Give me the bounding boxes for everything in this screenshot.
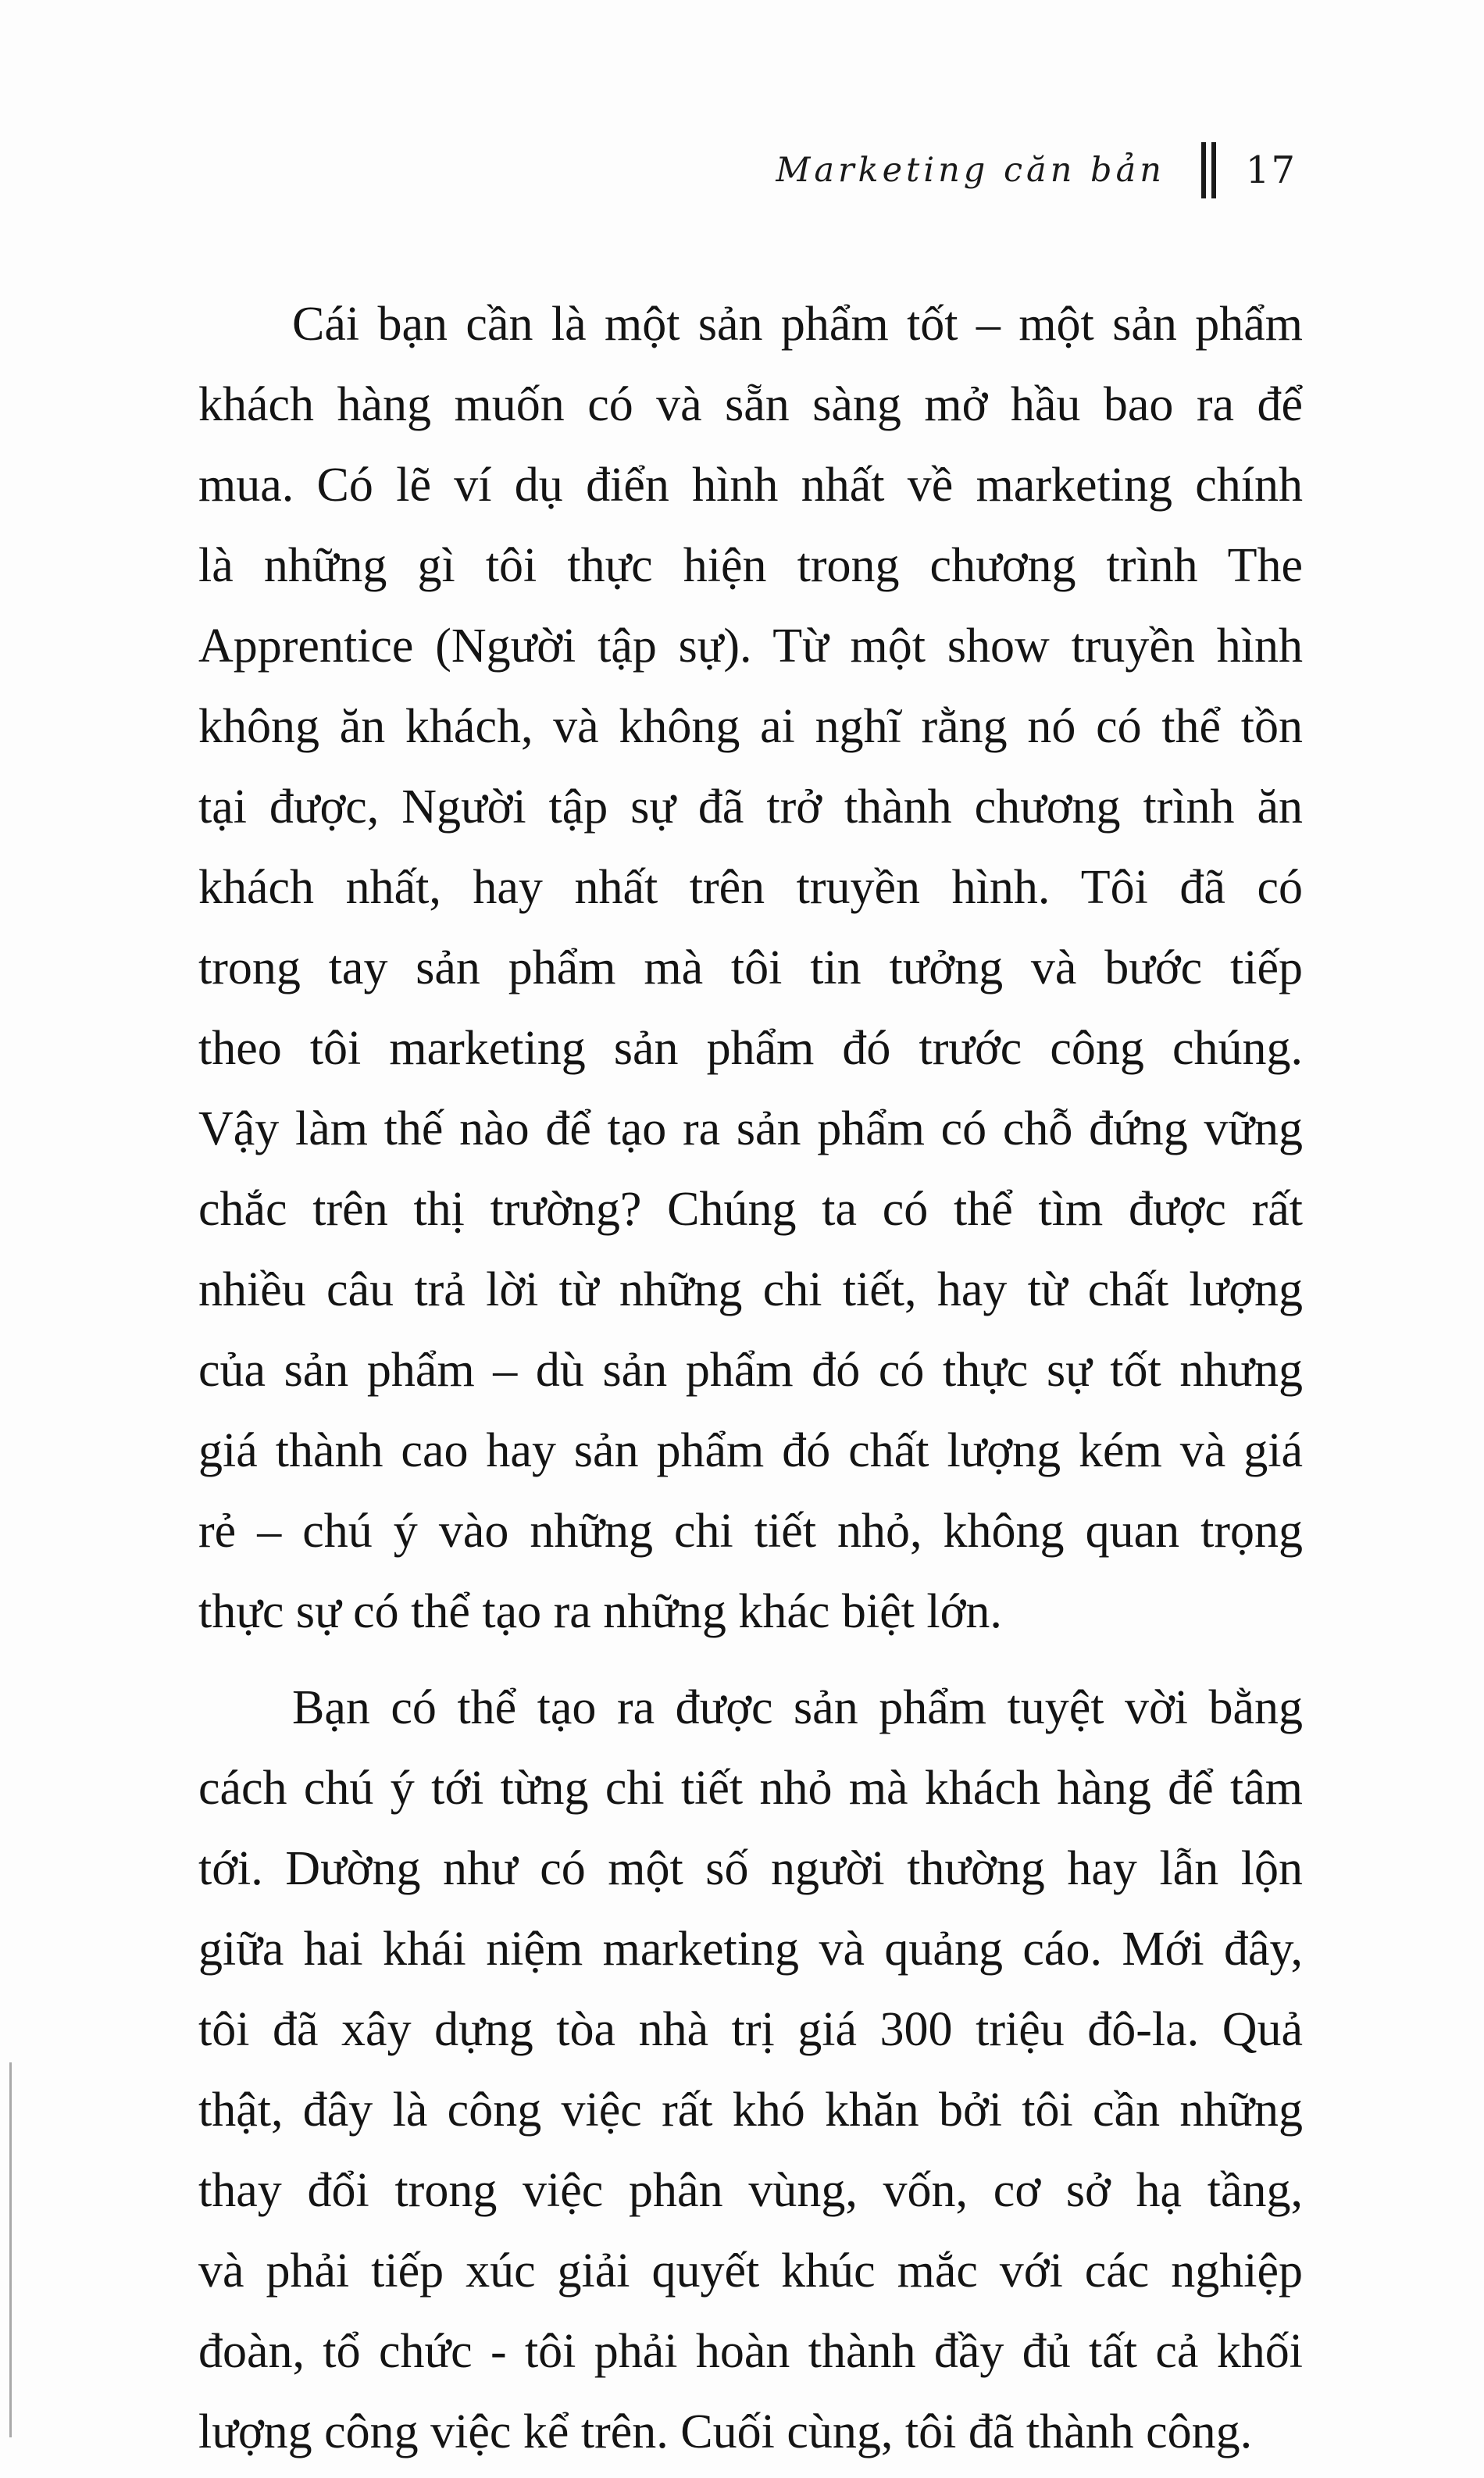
text-line: Apprentice (Người tập sự). Từ một show truyền hình [198,620,1303,673]
paragraph-spacer [198,1652,1303,1668]
text-line: cách chú ý tới từng chi tiết nhỏ mà khách hàng để tâm [198,1762,1303,1815]
text-line: khách hàng muốn có và sẵn sàng mở hầu bao ra để [198,378,1303,431]
text-line: đoàn, tổ chức - tôi phải hoàn thành đầy đủ tất cả khối [198,2325,1303,2378]
page-number: 17 [1245,148,1297,192]
text-line: lượng công việc kể trên. Cuối cùng, tôi đã thành công. [198,2405,1253,2458]
paragraph-2 [198,1668,1303,2473]
text-line: tôi đã xây dựng tòa nhà trị giá 300 triệu đô-la. Quả [198,2003,1303,2056]
text-line: thật, đây là công việc rất khó khăn bởi tôi cần những [198,2083,1303,2137]
text-line: thực sự có thể tạo ra những khác biệt lớn. [198,1585,1002,1638]
text-line: giữa hai khái niệm marketing và quảng cáo. Mới đây, [198,1923,1303,1976]
text-line: chắc trên thị trường? Chúng ta có thể tìm được rất [198,1183,1303,1236]
paragraph-1 [198,284,1303,1652]
text-line: nhiều câu trả lời từ những chi tiết, hay từ chất lượng [198,1263,1303,1316]
text-line: Bạn có thể tạo ra được sản phẩm tuyệt vời bằng [292,1681,1303,1734]
text-line: của sản phẩm – dù sản phẩm đó có thực sự tốt nhưng [198,1344,1303,1397]
body-text [198,284,1303,2473]
text-line: và phải tiếp xúc giải quyết khúc mắc với các nghiệp [198,2244,1303,2298]
text-line: Cái bạn cần là một sản phẩm tốt – một sản phẩm [292,298,1303,351]
text-line: theo tôi marketing sản phẩm đó trước công chúng. [198,1022,1303,1075]
text-line: giá thành cao hay sản phẩm đó chất lượng kém và giá [198,1424,1303,1477]
header-separator [1201,142,1216,198]
text-line: rẻ – chú ý vào những chi tiết nhỏ, không quan trọng [198,1505,1303,1558]
text-line: là những gì tôi thực hiện trong chương trình The [198,539,1303,592]
text-line: không ăn khách, và không ai nghĩ rằng nó có thể tồn [198,700,1303,753]
text-line: tới. Dường như có một số người thường hay lẫn lộn [198,1842,1303,1895]
running-header [703,139,1297,202]
text-line: tại được, Người tập sự đã trở thành chương trình ăn [198,780,1303,834]
chapter-title: Marketing căn bản [776,151,1165,190]
text-line: khách nhất, hay nhất trên truyền hình. Tôi đã có [198,861,1303,914]
text-line: trong tay sản phẩm mà tôi tin tưởng và bước tiếp [198,941,1303,994]
text-line: Vậy làm thế nào để tạo ra sản phẩm có chỗ đứng vững [198,1102,1303,1155]
page-edge-shadow [9,2062,12,2437]
text-line: thay đổi trong việc phân vùng, vốn, cơ sở hạ tầng, [198,2164,1303,2217]
text-line: mua. Có lẽ ví dụ điển hình nhất về marketing chính [198,459,1303,512]
